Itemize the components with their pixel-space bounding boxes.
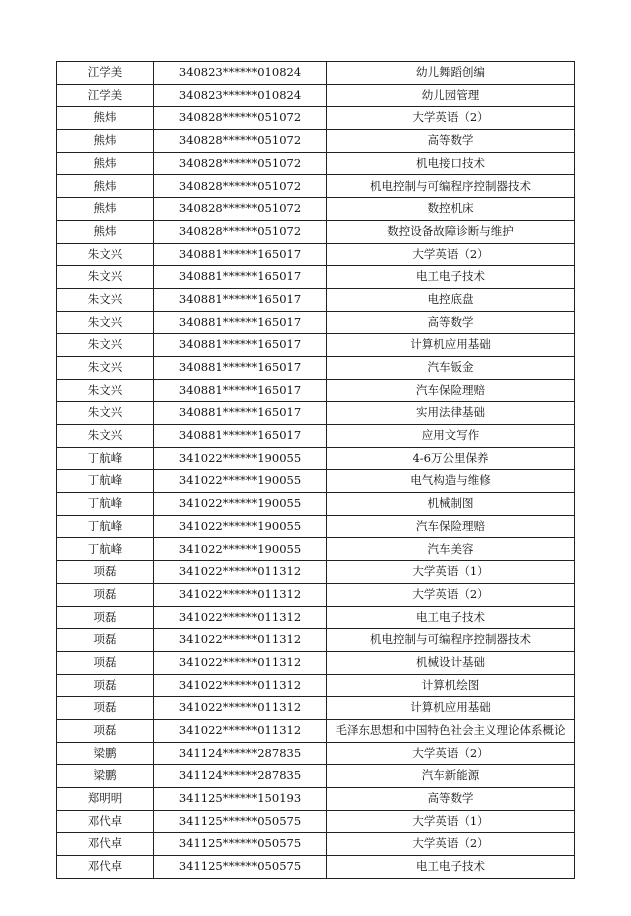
course-name-cell: 汽车新能源 xyxy=(327,765,575,788)
course-name-cell: 幼儿舞蹈创编 xyxy=(327,62,575,85)
table-row xyxy=(57,538,575,561)
table-row xyxy=(57,62,575,85)
course-name-cell: 机电接口技术 xyxy=(327,152,575,175)
id-number-cell: 341022******190055 xyxy=(154,538,327,561)
student-name-cell: 朱文兴 xyxy=(57,311,154,334)
id-number-cell: 341022******011312 xyxy=(154,697,327,720)
student-name-cell: 邓代卓 xyxy=(57,833,154,856)
id-number-cell: 341125******050575 xyxy=(154,810,327,833)
course-name-cell: 数控设备故障诊断与维护 xyxy=(327,220,575,243)
course-name-cell: 汽车美容 xyxy=(327,538,575,561)
id-number-cell: 340881******165017 xyxy=(154,266,327,289)
course-name-cell: 汽车钣金 xyxy=(327,356,575,379)
course-name-cell: 应用文写作 xyxy=(327,425,575,448)
table-row xyxy=(57,561,575,584)
id-number-cell: 340828******051072 xyxy=(154,152,327,175)
student-name-cell: 丁航峰 xyxy=(57,538,154,561)
course-name-cell: 幼儿园管理 xyxy=(327,84,575,107)
course-name-cell: 大学英语（2） xyxy=(327,742,575,765)
student-name-cell: 熊炜 xyxy=(57,198,154,221)
table-row xyxy=(57,402,575,425)
table-row xyxy=(57,447,575,470)
table-row xyxy=(57,697,575,720)
table-row xyxy=(57,266,575,289)
table-row xyxy=(57,356,575,379)
course-name-cell: 计算机应用基础 xyxy=(327,697,575,720)
records-table xyxy=(56,61,575,879)
table-row xyxy=(57,629,575,652)
student-name-cell: 项磊 xyxy=(57,606,154,629)
id-number-cell: 340881******165017 xyxy=(154,402,327,425)
course-name-cell: 大学英语（2） xyxy=(327,833,575,856)
student-name-cell: 项磊 xyxy=(57,697,154,720)
id-number-cell: 341022******011312 xyxy=(154,561,327,584)
course-name-cell: 电工电子技术 xyxy=(327,856,575,879)
id-number-cell: 340881******165017 xyxy=(154,288,327,311)
student-name-cell: 朱文兴 xyxy=(57,402,154,425)
student-name-cell: 梁鹏 xyxy=(57,742,154,765)
id-number-cell: 341022******190055 xyxy=(154,447,327,470)
student-name-cell: 朱文兴 xyxy=(57,425,154,448)
student-name-cell: 江学美 xyxy=(57,84,154,107)
id-number-cell: 341125******050575 xyxy=(154,856,327,879)
student-name-cell: 丁航峰 xyxy=(57,470,154,493)
table-row xyxy=(57,765,575,788)
student-name-cell: 邓代卓 xyxy=(57,856,154,879)
id-number-cell: 340828******051072 xyxy=(154,107,327,130)
student-name-cell: 丁航峰 xyxy=(57,515,154,538)
table-row xyxy=(57,220,575,243)
table-row xyxy=(57,107,575,130)
id-number-cell: 341124******287835 xyxy=(154,765,327,788)
student-name-cell: 朱文兴 xyxy=(57,266,154,289)
course-name-cell: 电气构造与维修 xyxy=(327,470,575,493)
student-name-cell: 熊炜 xyxy=(57,175,154,198)
table-row xyxy=(57,719,575,742)
student-name-cell: 项磊 xyxy=(57,674,154,697)
table-row xyxy=(57,84,575,107)
course-name-cell: 大学英语（2） xyxy=(327,583,575,606)
student-name-cell: 江学美 xyxy=(57,62,154,85)
table-row xyxy=(57,470,575,493)
id-number-cell: 341022******011312 xyxy=(154,674,327,697)
course-name-cell: 实用法律基础 xyxy=(327,402,575,425)
id-number-cell: 340881******165017 xyxy=(154,334,327,357)
id-number-cell: 340881******165017 xyxy=(154,425,327,448)
course-name-cell: 机电控制与可编程序控制器技术 xyxy=(327,629,575,652)
student-name-cell: 熊炜 xyxy=(57,152,154,175)
course-name-cell: 汽车保险理赔 xyxy=(327,379,575,402)
student-name-cell: 朱文兴 xyxy=(57,356,154,379)
id-number-cell: 340881******165017 xyxy=(154,311,327,334)
id-number-cell: 340828******051072 xyxy=(154,198,327,221)
table-row xyxy=(57,311,575,334)
course-name-cell: 高等数学 xyxy=(327,130,575,153)
table-row xyxy=(57,606,575,629)
course-name-cell: 数控机床 xyxy=(327,198,575,221)
student-name-cell: 熊炜 xyxy=(57,220,154,243)
records-body xyxy=(57,62,575,879)
id-number-cell: 340823******010824 xyxy=(154,62,327,85)
course-name-cell: 大学英语（1） xyxy=(327,561,575,584)
table-row xyxy=(57,583,575,606)
course-name-cell: 大学英语（2） xyxy=(327,243,575,266)
id-number-cell: 341022******011312 xyxy=(154,629,327,652)
id-number-cell: 341125******050575 xyxy=(154,833,327,856)
table-row xyxy=(57,493,575,516)
student-name-cell: 郑明明 xyxy=(57,788,154,811)
id-number-cell: 341022******011312 xyxy=(154,719,327,742)
table-row xyxy=(57,810,575,833)
table-row xyxy=(57,742,575,765)
id-number-cell: 340828******051072 xyxy=(154,175,327,198)
table-row xyxy=(57,788,575,811)
course-name-cell: 高等数学 xyxy=(327,788,575,811)
table-row xyxy=(57,152,575,175)
course-name-cell: 机械制图 xyxy=(327,493,575,516)
student-name-cell: 项磊 xyxy=(57,583,154,606)
id-number-cell: 340881******165017 xyxy=(154,379,327,402)
course-name-cell: 计算机应用基础 xyxy=(327,334,575,357)
student-name-cell: 熊炜 xyxy=(57,107,154,130)
table-row xyxy=(57,288,575,311)
student-name-cell: 项磊 xyxy=(57,719,154,742)
table-row xyxy=(57,833,575,856)
table-row xyxy=(57,674,575,697)
course-name-cell: 机械设计基础 xyxy=(327,651,575,674)
course-name-cell: 电工电子技术 xyxy=(327,606,575,629)
student-name-cell: 朱文兴 xyxy=(57,379,154,402)
table-row xyxy=(57,334,575,357)
course-name-cell: 高等数学 xyxy=(327,311,575,334)
student-name-cell: 朱文兴 xyxy=(57,334,154,357)
id-number-cell: 341022******190055 xyxy=(154,470,327,493)
id-number-cell: 341022******190055 xyxy=(154,515,327,538)
student-name-cell: 朱文兴 xyxy=(57,243,154,266)
id-number-cell: 340828******051072 xyxy=(154,220,327,243)
course-name-cell: 大学英语（1） xyxy=(327,810,575,833)
course-name-cell: 电控底盘 xyxy=(327,288,575,311)
student-name-cell: 梁鹏 xyxy=(57,765,154,788)
table-row xyxy=(57,425,575,448)
course-name-cell: 汽车保险理赔 xyxy=(327,515,575,538)
table-row xyxy=(57,130,575,153)
id-number-cell: 341022******190055 xyxy=(154,493,327,516)
table-row xyxy=(57,651,575,674)
id-number-cell: 341022******011312 xyxy=(154,606,327,629)
course-name-cell: 电工电子技术 xyxy=(327,266,575,289)
id-number-cell: 340828******051072 xyxy=(154,130,327,153)
course-name-cell: 4-6万公里保养 xyxy=(327,447,575,470)
table-row xyxy=(57,379,575,402)
student-name-cell: 项磊 xyxy=(57,651,154,674)
table-row xyxy=(57,198,575,221)
student-name-cell: 朱文兴 xyxy=(57,288,154,311)
student-name-cell: 丁航峰 xyxy=(57,447,154,470)
student-name-cell: 邓代卓 xyxy=(57,810,154,833)
id-number-cell: 341124******287835 xyxy=(154,742,327,765)
course-name-cell: 计算机绘图 xyxy=(327,674,575,697)
id-number-cell: 341022******011312 xyxy=(154,651,327,674)
table-row xyxy=(57,856,575,879)
id-number-cell: 341125******150193 xyxy=(154,788,327,811)
course-name-cell: 毛泽东思想和中国特色社会主义理论体系概论 xyxy=(327,719,575,742)
table-row xyxy=(57,243,575,266)
student-name-cell: 熊炜 xyxy=(57,130,154,153)
id-number-cell: 340823******010824 xyxy=(154,84,327,107)
id-number-cell: 340881******165017 xyxy=(154,356,327,379)
id-number-cell: 340881******165017 xyxy=(154,243,327,266)
student-name-cell: 项磊 xyxy=(57,629,154,652)
table-row xyxy=(57,175,575,198)
student-name-cell: 项磊 xyxy=(57,561,154,584)
table-row xyxy=(57,515,575,538)
course-name-cell: 大学英语（2） xyxy=(327,107,575,130)
course-name-cell: 机电控制与可编程序控制器技术 xyxy=(327,175,575,198)
id-number-cell: 341022******011312 xyxy=(154,583,327,606)
student-name-cell: 丁航峰 xyxy=(57,493,154,516)
